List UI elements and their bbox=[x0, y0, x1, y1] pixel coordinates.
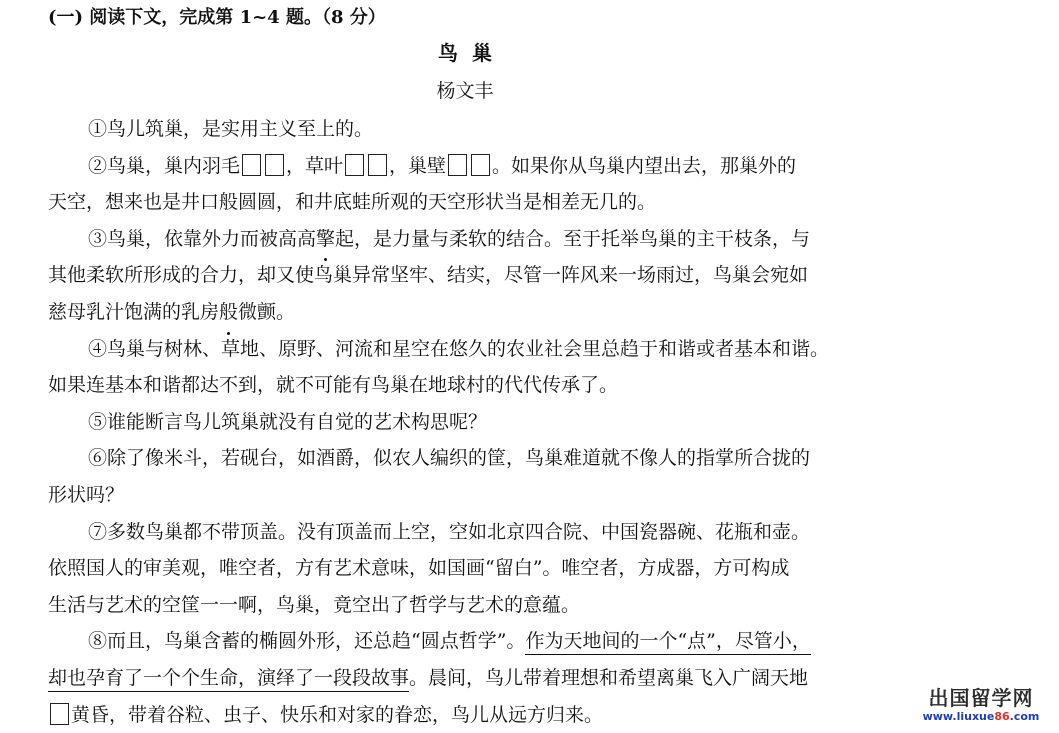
paragraph-3-text: ③鸟巢，依靠外力而被高高 bbox=[88, 228, 316, 250]
article-body bbox=[48, 111, 886, 733]
paragraph-3-text: 起，是力量与柔软的结合。至于托举鸟巢的主干枝条，与 bbox=[335, 228, 810, 250]
watermark-url bbox=[911, 710, 1051, 723]
question-header: (一) 阅读下文，完成第 1~4 题。（8 分） bbox=[48, 6, 386, 30]
paragraph-8 bbox=[48, 623, 886, 660]
paragraph-7-text: 生活与艺术的空筐一一啊，鸟巢，竟空出了哲学与艺术的意蕴。 bbox=[48, 594, 580, 616]
paragraph-1-text: ①鸟儿筑巢，是实用主义至上的。 bbox=[88, 118, 373, 140]
paragraph-7-cont bbox=[48, 587, 886, 624]
paragraph-3-text: 其他柔软所形成的合力，却又使鸟巢异常坚牢、结实，尽管一阵风来一场雨过，鸟巢会宛如 bbox=[48, 264, 808, 286]
watermark-url-c: .com bbox=[1010, 710, 1040, 723]
watermark-url-a: www.liuxue bbox=[923, 710, 995, 723]
paragraph-8-text: 黄昏，带着谷粒、虫子、快乐和对家的眷恋，鸟儿从远方归来。 bbox=[71, 704, 603, 726]
paragraph-4 bbox=[48, 331, 886, 368]
watermark-url-b: 86 bbox=[994, 710, 1009, 723]
paragraph-3-text: 微颤。 bbox=[238, 301, 295, 323]
paragraph-3-cont bbox=[48, 257, 886, 294]
article-title: 鸟巢 bbox=[0, 40, 930, 66]
paragraph-3-cont bbox=[48, 294, 886, 331]
watermark-logo-text: 出国留学网 bbox=[911, 686, 1051, 710]
paragraph-4-text: ④鸟巢与树林、草地、原野、河流和星空在悠久的农业社会里总趋于和谐或者基本和谐。 bbox=[88, 338, 829, 360]
underlined-sentence: 作为天地间的一个“点”，尽管小， bbox=[525, 630, 810, 655]
paragraph-6-text: ⑥除了像米斗，若砚台，如酒爵，似农人编织的筐，鸟巢难道就不像人的指掌所合拢的 bbox=[88, 447, 810, 469]
paragraph-2-text-c: ，巢壁 bbox=[389, 155, 446, 177]
paragraph-6-cont bbox=[48, 477, 886, 514]
underlined-sentence: 却也孕育了一个个生命，演绎了一段段故事 bbox=[48, 667, 409, 692]
paragraph-7-cont bbox=[48, 550, 886, 587]
paragraph-2-text-e: 天空，想来也是井口般圆圆，和井底蛙所观的天空形状当是相差无几的。 bbox=[48, 191, 656, 213]
paragraph-2-text-b: ，草叶 bbox=[286, 155, 343, 177]
paragraph-2-cont bbox=[48, 184, 886, 221]
paragraph-4-text: 如果连基本和谐都达不到，就不可能有鸟巢在地球村的代代传承了。 bbox=[48, 374, 618, 396]
paragraph-8-cont bbox=[48, 660, 886, 697]
paragraph-2-text-a: ②鸟巢，巢内羽毛 bbox=[88, 155, 240, 177]
paragraph-8-text: ⑧而且，鸟巢含蓄的椭圆外形，还总趋“圆点哲学”。 bbox=[88, 630, 525, 652]
blank-box[interactable] bbox=[345, 154, 364, 176]
paragraph-8-cont bbox=[48, 697, 886, 733]
blank-box[interactable] bbox=[242, 154, 261, 176]
paragraph-7-text: ⑦多数鸟巢都不带顶盖。没有顶盖而上空，空如北京四合院、中国瓷器碗、花瓶和壶。 bbox=[88, 521, 810, 543]
paragraph-5 bbox=[48, 404, 886, 441]
paragraph-7-text: 依照国人的审美观，唯空者，方有艺术意味，如国画“留白”。唯空者，方成器，方可构成 bbox=[48, 557, 789, 579]
paragraph-2 bbox=[48, 148, 886, 185]
dotted-character: 般 bbox=[219, 294, 238, 331]
blank-box[interactable] bbox=[471, 154, 490, 176]
paragraph-2-text-d: 。如果你从鸟巢内望出去，那巢外的 bbox=[492, 155, 796, 177]
dotted-character: 擎 bbox=[316, 221, 335, 258]
paragraph-8-text: 。晨间，鸟儿带着理想和希望离巢飞入广阔天地 bbox=[409, 667, 808, 689]
paragraph-1 bbox=[48, 111, 886, 148]
blank-box[interactable] bbox=[265, 154, 284, 176]
paragraph-6-text: 形状吗？ bbox=[48, 484, 124, 506]
paragraph-7 bbox=[48, 514, 886, 551]
paragraph-6 bbox=[48, 440, 886, 477]
site-watermark bbox=[911, 686, 1051, 723]
blank-box[interactable] bbox=[448, 154, 467, 176]
blank-box[interactable] bbox=[368, 154, 387, 176]
paragraph-4-cont bbox=[48, 367, 886, 404]
article-author: 杨文丰 bbox=[0, 78, 930, 104]
paragraph-3 bbox=[48, 221, 886, 258]
blank-box[interactable] bbox=[50, 703, 69, 725]
paragraph-3-text: 慈母乳汁饱满的乳房 bbox=[48, 301, 219, 323]
paragraph-5-text: ⑤谁能断言鸟儿筑巢就没有自觉的艺术构思呢？ bbox=[88, 411, 487, 433]
